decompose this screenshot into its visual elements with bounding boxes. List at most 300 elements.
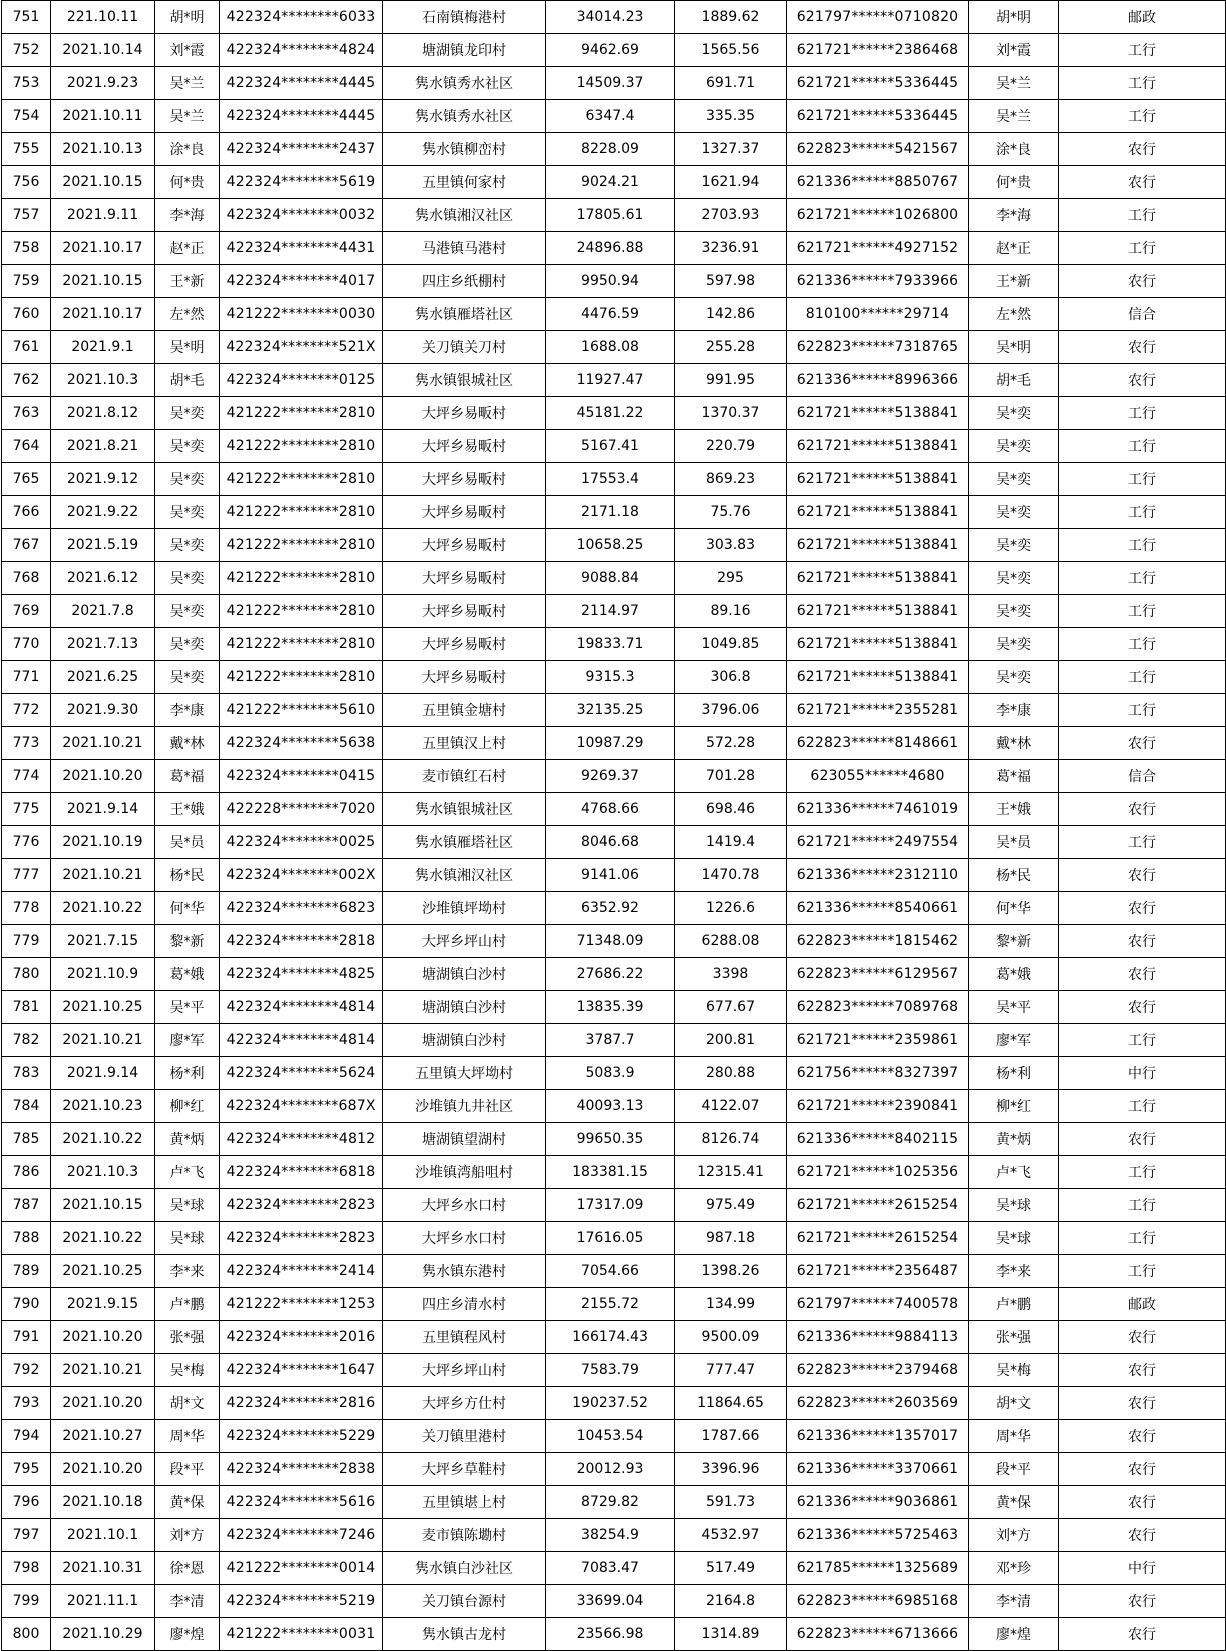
id-number-cell: 422324********4814: [220, 991, 383, 1024]
account-number-cell: 621721******5138841: [787, 529, 969, 562]
id-number-cell: 422324********2818: [220, 925, 383, 958]
address-cell: 四庄乡清水村: [383, 1288, 546, 1321]
account-number-cell: 622823******6985168: [787, 1585, 969, 1618]
account-holder-cell: 李*康: [969, 694, 1059, 727]
address-cell: 大坪乡易畈村: [383, 529, 546, 562]
bank-cell: 农行: [1059, 892, 1226, 925]
id-number-cell: 421222********0014: [220, 1552, 383, 1585]
table-row: [2, 199, 1226, 232]
bank-cell: 信合: [1059, 760, 1226, 793]
bank-cell: 工行: [1059, 595, 1226, 628]
name-cell: 黄*炳: [155, 1123, 220, 1156]
account-number-cell: 621336******8996366: [787, 364, 969, 397]
date-cell: 2021.10.22: [51, 892, 155, 925]
account-number-cell: 621721******5138841: [787, 595, 969, 628]
address-cell: 隽水镇秀水社区: [383, 67, 546, 100]
amount-cell: 3787.7: [546, 1024, 675, 1057]
amount-cell: 4476.59: [546, 298, 675, 331]
bank-cell: 工行: [1059, 1090, 1226, 1123]
account-number-cell: 621721******2615254: [787, 1189, 969, 1222]
date-cell: 2021.6.12: [51, 562, 155, 595]
id-number-cell: 422324********0415: [220, 760, 383, 793]
amount-cell: 24896.88: [546, 232, 675, 265]
table-row: [2, 727, 1226, 760]
account-holder-cell: 戴*林: [969, 727, 1059, 760]
date-cell: 2021.9.1: [51, 331, 155, 364]
date-cell: 2021.10.21: [51, 727, 155, 760]
amount-cell: 9462.69: [546, 34, 675, 67]
bank-cell: 工行: [1059, 496, 1226, 529]
name-cell: 吴*奕: [155, 661, 220, 694]
date-cell: 2021.10.17: [51, 298, 155, 331]
amount-cell: 6347.4: [546, 100, 675, 133]
subsidy-cell: 1314.89: [675, 1618, 787, 1651]
table-row: [2, 793, 1226, 826]
address-cell: 麦市镇陈墈村: [383, 1519, 546, 1552]
subsidy-cell: 691.71: [675, 67, 787, 100]
id-number-cell: 422324********002X: [220, 859, 383, 892]
account-number-cell: 622823******7318765: [787, 331, 969, 364]
account-number-cell: 621721******5138841: [787, 661, 969, 694]
name-cell: 吴*平: [155, 991, 220, 1024]
subsidy-cell: 1398.26: [675, 1255, 787, 1288]
name-cell: 刘*霞: [155, 34, 220, 67]
amount-cell: 8228.09: [546, 133, 675, 166]
table-row: [2, 1123, 1226, 1156]
table-row: [2, 100, 1226, 133]
name-cell: 李*康: [155, 694, 220, 727]
table-row: [2, 1453, 1226, 1486]
address-cell: 塘湖镇望湖村: [383, 1123, 546, 1156]
name-cell: 胡*明: [155, 1, 220, 34]
id-number-cell: 422324********0025: [220, 826, 383, 859]
bank-cell: 农行: [1059, 364, 1226, 397]
address-cell: 塘湖镇龙印村: [383, 34, 546, 67]
account-number-cell: 622823******6129567: [787, 958, 969, 991]
date-cell: 2021.9.14: [51, 1057, 155, 1090]
table-row: [2, 463, 1226, 496]
table-row: [2, 562, 1226, 595]
bank-cell: 工行: [1059, 1156, 1226, 1189]
account-holder-cell: 赵*正: [969, 232, 1059, 265]
address-cell: 大坪乡方仕村: [383, 1387, 546, 1420]
date-cell: 2021.10.9: [51, 958, 155, 991]
table-row: [2, 133, 1226, 166]
address-cell: 隽水镇白沙社区: [383, 1552, 546, 1585]
subsidy-cell: 698.46: [675, 793, 787, 826]
date-cell: 2021.10.1: [51, 1519, 155, 1552]
name-cell: 徐*恩: [155, 1552, 220, 1585]
bank-cell: 工行: [1059, 661, 1226, 694]
account-holder-cell: 杨*民: [969, 859, 1059, 892]
account-number-cell: 621756******8327397: [787, 1057, 969, 1090]
account-holder-cell: 卢*鹏: [969, 1288, 1059, 1321]
id-number-cell: 422324********6033: [220, 1, 383, 34]
subsidy-cell: 335.35: [675, 100, 787, 133]
amount-cell: 17616.05: [546, 1222, 675, 1255]
amount-cell: 32135.25: [546, 694, 675, 727]
bank-cell: 农行: [1059, 265, 1226, 298]
table-row: [2, 1288, 1226, 1321]
id-number-cell: 422324********4825: [220, 958, 383, 991]
bank-cell: 工行: [1059, 562, 1226, 595]
subsidy-cell: 306.8: [675, 661, 787, 694]
subsidy-cell: 1889.62: [675, 1, 787, 34]
date-cell: 2021.10.11: [51, 100, 155, 133]
date-cell: 2021.10.20: [51, 760, 155, 793]
bank-cell: 工行: [1059, 826, 1226, 859]
account-holder-cell: 胡*明: [969, 1, 1059, 34]
table-row: [2, 1189, 1226, 1222]
id-number-cell: 422324********2823: [220, 1189, 383, 1222]
table-row: [2, 1057, 1226, 1090]
row-number: 800: [2, 1618, 51, 1651]
date-cell: 2021.9.30: [51, 694, 155, 727]
address-cell: 马港镇马港村: [383, 232, 546, 265]
bank-cell: 中行: [1059, 1057, 1226, 1090]
row-number: 754: [2, 100, 51, 133]
table-row: [2, 1321, 1226, 1354]
address-cell: 塘湖镇白沙村: [383, 958, 546, 991]
bank-cell: 工行: [1059, 397, 1226, 430]
name-cell: 吴*兰: [155, 100, 220, 133]
name-cell: 何*华: [155, 892, 220, 925]
amount-cell: 10658.25: [546, 529, 675, 562]
address-cell: 隽水镇银城社区: [383, 793, 546, 826]
account-number-cell: 621721******4927152: [787, 232, 969, 265]
subsidy-cell: 4532.97: [675, 1519, 787, 1552]
date-cell: 2021.7.13: [51, 628, 155, 661]
address-cell: 大坪乡水口村: [383, 1189, 546, 1222]
account-number-cell: 621785******1325689: [787, 1552, 969, 1585]
bank-cell: 工行: [1059, 100, 1226, 133]
account-number-cell: 621721******2359861: [787, 1024, 969, 1057]
account-holder-cell: 段*平: [969, 1453, 1059, 1486]
subsidy-cell: 1565.56: [675, 34, 787, 67]
date-cell: 2021.11.1: [51, 1585, 155, 1618]
address-cell: 隽水镇湘汉社区: [383, 859, 546, 892]
name-cell: 吴*员: [155, 826, 220, 859]
id-number-cell: 422324********6818: [220, 1156, 383, 1189]
id-number-cell: 421222********2810: [220, 463, 383, 496]
account-number-cell: 621336******1357017: [787, 1420, 969, 1453]
account-holder-cell: 吴*球: [969, 1189, 1059, 1222]
id-number-cell: 421222********2810: [220, 397, 383, 430]
id-number-cell: 422324********0032: [220, 199, 383, 232]
address-cell: 隽水镇东港村: [383, 1255, 546, 1288]
date-cell: 2021.8.12: [51, 397, 155, 430]
bank-cell: 工行: [1059, 430, 1226, 463]
date-cell: 2021.10.31: [51, 1552, 155, 1585]
row-number: 793: [2, 1387, 51, 1420]
account-holder-cell: 周*华: [969, 1420, 1059, 1453]
bank-cell: 农行: [1059, 859, 1226, 892]
subsidy-cell: 975.49: [675, 1189, 787, 1222]
amount-cell: 20012.93: [546, 1453, 675, 1486]
table-row: [2, 892, 1226, 925]
date-cell: 2021.10.15: [51, 1189, 155, 1222]
bank-cell: 信合: [1059, 298, 1226, 331]
amount-cell: 34014.23: [546, 1, 675, 34]
account-holder-cell: 王*新: [969, 265, 1059, 298]
address-cell: 隽水镇银城社区: [383, 364, 546, 397]
address-cell: 五里镇大坪坳村: [383, 1057, 546, 1090]
account-number-cell: 621797******0710820: [787, 1, 969, 34]
bank-cell: 农行: [1059, 991, 1226, 1024]
address-cell: 大坪乡易畈村: [383, 562, 546, 595]
row-number: 783: [2, 1057, 51, 1090]
account-holder-cell: 吴*奕: [969, 529, 1059, 562]
account-holder-cell: 廖*军: [969, 1024, 1059, 1057]
address-cell: 大坪乡易畈村: [383, 595, 546, 628]
date-cell: 2021.10.17: [51, 232, 155, 265]
amount-cell: 14509.37: [546, 67, 675, 100]
row-number: 758: [2, 232, 51, 265]
amount-cell: 166174.43: [546, 1321, 675, 1354]
row-number: 753: [2, 67, 51, 100]
id-number-cell: 422324********4445: [220, 67, 383, 100]
name-cell: 吴*奕: [155, 529, 220, 562]
account-number-cell: 621721******1025356: [787, 1156, 969, 1189]
bank-cell: 工行: [1059, 199, 1226, 232]
address-cell: 塘湖镇白沙村: [383, 1024, 546, 1057]
subsidy-cell: 9500.09: [675, 1321, 787, 1354]
row-number: 760: [2, 298, 51, 331]
subsidy-cell: 869.23: [675, 463, 787, 496]
id-number-cell: 422324********4824: [220, 34, 383, 67]
account-holder-cell: 刘*霞: [969, 34, 1059, 67]
id-number-cell: 421222********2810: [220, 595, 383, 628]
subsidy-cell: 134.99: [675, 1288, 787, 1321]
account-holder-cell: 吴*兰: [969, 100, 1059, 133]
amount-cell: 6352.92: [546, 892, 675, 925]
amount-cell: 2114.97: [546, 595, 675, 628]
row-number: 776: [2, 826, 51, 859]
row-number: 766: [2, 496, 51, 529]
id-number-cell: 422324********4445: [220, 100, 383, 133]
name-cell: 吴*奕: [155, 562, 220, 595]
name-cell: 王*新: [155, 265, 220, 298]
name-cell: 吴*球: [155, 1222, 220, 1255]
amount-cell: 7054.66: [546, 1255, 675, 1288]
subsidy-cell: 8126.74: [675, 1123, 787, 1156]
subsidy-cell: 220.79: [675, 430, 787, 463]
id-number-cell: 421222********2810: [220, 628, 383, 661]
name-cell: 吴*梅: [155, 1354, 220, 1387]
id-number-cell: 422324********4017: [220, 265, 383, 298]
date-cell: 2021.9.12: [51, 463, 155, 496]
account-number-cell: 621721******2497554: [787, 826, 969, 859]
row-number: 786: [2, 1156, 51, 1189]
account-number-cell: 621721******2615254: [787, 1222, 969, 1255]
name-cell: 吴*兰: [155, 67, 220, 100]
bank-cell: 农行: [1059, 133, 1226, 166]
id-number-cell: 422324********4431: [220, 232, 383, 265]
row-number: 791: [2, 1321, 51, 1354]
bank-cell: 邮政: [1059, 1288, 1226, 1321]
amount-cell: 10453.54: [546, 1420, 675, 1453]
table-row: [2, 760, 1226, 793]
address-cell: 大坪乡易畈村: [383, 463, 546, 496]
account-number-cell: 621721******5336445: [787, 67, 969, 100]
row-number: 780: [2, 958, 51, 991]
name-cell: 吴*奕: [155, 595, 220, 628]
account-holder-cell: 吴*奕: [969, 595, 1059, 628]
subsidy-cell: 1370.37: [675, 397, 787, 430]
account-holder-cell: 吴*奕: [969, 628, 1059, 661]
amount-cell: 9141.06: [546, 859, 675, 892]
name-cell: 刘*方: [155, 1519, 220, 1552]
address-cell: 隽水镇湘汉社区: [383, 199, 546, 232]
address-cell: 麦市镇红石村: [383, 760, 546, 793]
name-cell: 吴*奕: [155, 430, 220, 463]
row-number: 787: [2, 1189, 51, 1222]
table-row: [2, 1585, 1226, 1618]
account-holder-cell: 李*清: [969, 1585, 1059, 1618]
id-number-cell: 422324********5619: [220, 166, 383, 199]
table-row: [2, 496, 1226, 529]
account-number-cell: 622823******1815462: [787, 925, 969, 958]
subsidy-cell: 11864.65: [675, 1387, 787, 1420]
id-number-cell: 422324********2816: [220, 1387, 383, 1420]
bank-cell: 邮政: [1059, 1, 1226, 34]
account-holder-cell: 李*来: [969, 1255, 1059, 1288]
account-holder-cell: 黄*保: [969, 1486, 1059, 1519]
amount-cell: 190237.52: [546, 1387, 675, 1420]
id-number-cell: 421222********2810: [220, 496, 383, 529]
row-number: 792: [2, 1354, 51, 1387]
name-cell: 杨*利: [155, 1057, 220, 1090]
account-holder-cell: 张*强: [969, 1321, 1059, 1354]
account-number-cell: 621721******5138841: [787, 430, 969, 463]
account-holder-cell: 王*娥: [969, 793, 1059, 826]
id-number-cell: 422324********5219: [220, 1585, 383, 1618]
amount-cell: 9315.3: [546, 661, 675, 694]
account-holder-cell: 吴*奕: [969, 496, 1059, 529]
row-number: 796: [2, 1486, 51, 1519]
id-number-cell: 422324********2414: [220, 1255, 383, 1288]
account-number-cell: 621721******2355281: [787, 694, 969, 727]
address-cell: 四庄乡纸棚村: [383, 265, 546, 298]
subsidy-cell: 4122.07: [675, 1090, 787, 1123]
row-number: 772: [2, 694, 51, 727]
amount-cell: 7583.79: [546, 1354, 675, 1387]
date-cell: 2021.10.13: [51, 133, 155, 166]
name-cell: 左*然: [155, 298, 220, 331]
table-row: [2, 595, 1226, 628]
id-number-cell: 422324********2838: [220, 1453, 383, 1486]
date-cell: 2021.10.21: [51, 1024, 155, 1057]
bank-cell: 农行: [1059, 166, 1226, 199]
name-cell: 周*华: [155, 1420, 220, 1453]
date-cell: 2021.9.11: [51, 199, 155, 232]
row-number: 774: [2, 760, 51, 793]
amount-cell: 99650.35: [546, 1123, 675, 1156]
table-row: [2, 1519, 1226, 1552]
id-number-cell: 421222********2810: [220, 562, 383, 595]
account-number-cell: 622823******6713666: [787, 1618, 969, 1651]
bank-cell: 农行: [1059, 1123, 1226, 1156]
row-number: 762: [2, 364, 51, 397]
bank-cell: 农行: [1059, 1354, 1226, 1387]
table-row: [2, 67, 1226, 100]
row-number: 752: [2, 34, 51, 67]
subsidy-cell: 75.76: [675, 496, 787, 529]
account-holder-cell: 吴*梅: [969, 1354, 1059, 1387]
subsidy-cell: 572.28: [675, 727, 787, 760]
name-cell: 戴*林: [155, 727, 220, 760]
subsidy-cell: 517.49: [675, 1552, 787, 1585]
id-number-cell: 422324********4814: [220, 1024, 383, 1057]
subsidy-cell: 677.67: [675, 991, 787, 1024]
amount-cell: 19833.71: [546, 628, 675, 661]
date-cell: 2021.10.20: [51, 1387, 155, 1420]
date-cell: 2021.10.3: [51, 364, 155, 397]
table-row: [2, 925, 1226, 958]
id-number-cell: 421222********2810: [220, 430, 383, 463]
account-holder-cell: 邓*珍: [969, 1552, 1059, 1585]
row-number: 771: [2, 661, 51, 694]
row-number: 764: [2, 430, 51, 463]
account-holder-cell: 吴*奕: [969, 397, 1059, 430]
address-cell: 石南镇梅港村: [383, 1, 546, 34]
subsidy-cell: 777.47: [675, 1354, 787, 1387]
bank-cell: 中行: [1059, 1552, 1226, 1585]
table-row: [2, 1090, 1226, 1123]
bank-cell: 工行: [1059, 34, 1226, 67]
bank-cell: 工行: [1059, 694, 1226, 727]
id-number-cell: 422324********5616: [220, 1486, 383, 1519]
amount-cell: 2171.18: [546, 496, 675, 529]
row-number: 756: [2, 166, 51, 199]
name-cell: 廖*煌: [155, 1618, 220, 1651]
name-cell: 黎*新: [155, 925, 220, 958]
account-holder-cell: 吴*奕: [969, 430, 1059, 463]
name-cell: 王*娥: [155, 793, 220, 826]
date-cell: 2021.10.14: [51, 34, 155, 67]
subsidy-cell: 3796.06: [675, 694, 787, 727]
amount-cell: 8729.82: [546, 1486, 675, 1519]
id-number-cell: 422324********0125: [220, 364, 383, 397]
bank-cell: 工行: [1059, 1189, 1226, 1222]
id-number-cell: 422324********7246: [220, 1519, 383, 1552]
name-cell: 涂*良: [155, 133, 220, 166]
account-number-cell: 621336******8402115: [787, 1123, 969, 1156]
account-holder-cell: 吴*奕: [969, 562, 1059, 595]
date-cell: 2021.8.21: [51, 430, 155, 463]
date-cell: 2021.7.15: [51, 925, 155, 958]
id-number-cell: 422324********5229: [220, 1420, 383, 1453]
account-number-cell: 621336******7933966: [787, 265, 969, 298]
row-number: 790: [2, 1288, 51, 1321]
subsidy-cell: 1419.4: [675, 826, 787, 859]
account-holder-cell: 黎*新: [969, 925, 1059, 958]
bank-cell: 农行: [1059, 1486, 1226, 1519]
account-holder-cell: 吴*明: [969, 331, 1059, 364]
address-cell: 大坪乡易畈村: [383, 661, 546, 694]
amount-cell: 9024.21: [546, 166, 675, 199]
account-number-cell: 621721******5138841: [787, 562, 969, 595]
name-cell: 卢*飞: [155, 1156, 220, 1189]
name-cell: 廖*军: [155, 1024, 220, 1057]
row-number: 794: [2, 1420, 51, 1453]
name-cell: 吴*奕: [155, 397, 220, 430]
amount-cell: 17805.61: [546, 199, 675, 232]
id-number-cell: 422324********687X: [220, 1090, 383, 1123]
id-number-cell: 421222********0031: [220, 1618, 383, 1651]
row-number: 799: [2, 1585, 51, 1618]
row-number: 782: [2, 1024, 51, 1057]
